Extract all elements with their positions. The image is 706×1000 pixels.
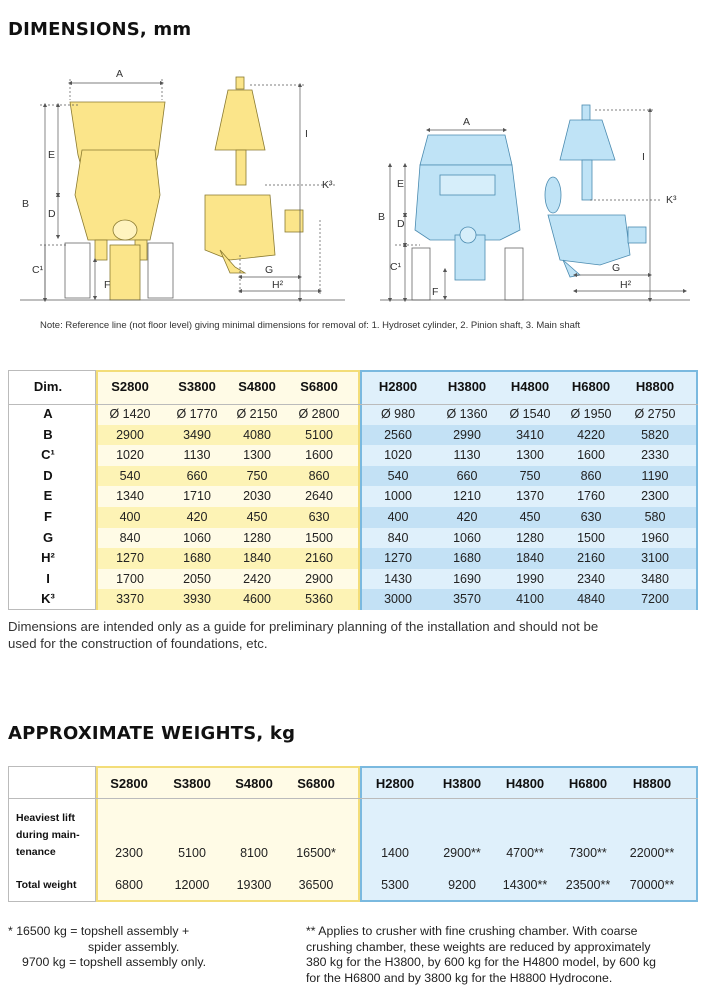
heaviest-lift-h: 2900** <box>443 846 481 860</box>
dim-cell-s: Ø 1770 <box>176 407 218 421</box>
dim-cell-s: 3490 <box>183 427 211 442</box>
dimensions-title: DIMENSIONS, mm <box>8 19 192 40</box>
heaviest-lift-h: 4700** <box>506 846 544 860</box>
dim-cell-s: 1700 <box>116 571 144 586</box>
dim-cell-h: 630 <box>580 510 602 524</box>
dim-header-s-0: S2800 <box>111 379 149 394</box>
dim-cell-s: 2900 <box>116 427 144 442</box>
label-K3-left: K³ <box>322 179 333 191</box>
total-weight-h: 9200 <box>448 878 476 892</box>
heaviest-lift-s: 16500* <box>296 846 336 860</box>
dim-row-label: A <box>43 406 53 421</box>
dim-cell-s: 1600 <box>305 448 333 463</box>
dim-cell-h: Ø 1360 <box>446 407 488 421</box>
label-E-left: E <box>48 149 56 161</box>
dim-cell-h: 1840 <box>516 551 544 566</box>
footnote-right-line-4: for the H6800 and by 3800 kg for the H8800 Hydrocone. <box>306 970 613 985</box>
dim-cell-h: 2300 <box>641 489 669 504</box>
dim-cell-h: 2340 <box>577 571 605 586</box>
footnote-right-line-2: crushing chamber, these weights are reduced by approximately <box>306 939 651 954</box>
dim-cell-s: 1340 <box>116 489 144 504</box>
dim-cell-s: 450 <box>246 510 268 524</box>
dim-cell-h: 1600 <box>577 448 605 463</box>
dim-row-label: H² <box>41 550 55 566</box>
dim-row-label: G <box>42 529 54 545</box>
label-A-right: A <box>463 116 471 128</box>
label-I-left: I <box>305 128 308 140</box>
dim-cell-h: 2560 <box>384 427 412 442</box>
footnote-left-line-2: spider assembly. <box>88 939 180 954</box>
dim-cell-s: 3930 <box>183 592 211 607</box>
dim-cell-h: 4840 <box>577 592 605 607</box>
dim-cell-h: Ø 1540 <box>509 407 551 421</box>
dim-cell-s: 1060 <box>183 530 211 545</box>
dim-row-label: C¹ <box>41 447 55 463</box>
dim-cell-h: 660 <box>456 468 478 483</box>
dim-cell-h: 1280 <box>516 530 544 545</box>
label-K3-right: K³ <box>666 194 677 206</box>
weights-header-s: S6800 <box>297 776 335 791</box>
dim-cell-s: 5360 <box>305 592 333 607</box>
dim-cell-s: 4080 <box>243 427 271 442</box>
label-E-right: E <box>397 178 405 190</box>
total-weight-s: 12000 <box>174 878 210 892</box>
dim-cell-s: 750 <box>246 468 268 483</box>
label-D-left: D <box>48 208 56 220</box>
heaviest-lift-label-line-3: tenance <box>16 846 56 858</box>
dim-cell-h: 1960 <box>641 530 669 545</box>
weights-header-divider <box>8 798 698 799</box>
dim-cell-h: Ø 2750 <box>634 407 676 421</box>
label-G-left: G <box>265 264 274 276</box>
heaviest-lift-s: 8100 <box>240 846 268 860</box>
label-C1-right: C¹ <box>390 261 402 273</box>
dim-header-s-1: S3800 <box>178 379 216 394</box>
dim-cell-s: 2030 <box>243 489 271 504</box>
heaviest-lift-s: 2300 <box>115 846 143 860</box>
dim-cell-s: 840 <box>119 530 141 545</box>
total-weight-s: 6800 <box>115 878 143 892</box>
dim-header-h-1: H3800 <box>447 379 487 394</box>
dim-cell-h: 1500 <box>577 530 605 545</box>
dim-cell-h: 750 <box>519 468 541 483</box>
disclaimer-line-1: Dimensions are intended only as a guide for preliminary planning of the installation and should not be <box>8 619 599 634</box>
dim-cell-h: 420 <box>456 510 478 524</box>
footnote-left-line-3: 9700 kg = topshell assembly only. <box>22 955 206 969</box>
dim-cell-h: 1680 <box>453 551 481 566</box>
label-H2-right: H² <box>620 279 632 291</box>
dim-cell-h: 450 <box>519 510 541 524</box>
dim-cell-s: 630 <box>308 510 330 524</box>
dim-cell-s: 2420 <box>243 571 271 586</box>
dim-cell-s: Ø 1420 <box>109 407 151 421</box>
footnote-right-line-3: 380 kg for the H3800, by 600 kg for the H4800 model, by 600 kg <box>306 955 657 969</box>
weights-header-h: H2800 <box>375 776 415 791</box>
dim-cell-s: 400 <box>119 510 141 524</box>
dim-cell-h: 1370 <box>516 489 544 504</box>
label-B-right: B <box>378 211 386 223</box>
label-H2-left: H² <box>272 279 284 291</box>
total-weight-s: 19300 <box>236 878 272 892</box>
dim-cell-s: 1710 <box>183 489 211 504</box>
dim-cell-h: 3480 <box>641 571 669 586</box>
footnote-left-line-1: * 16500 kg = topshell assembly + <box>8 924 190 938</box>
weights-header-s: S4800 <box>235 776 273 791</box>
dim-cell-s: 5100 <box>305 427 333 442</box>
dim-cell-h: 840 <box>387 530 409 545</box>
h-crusher-disassembled-drawing <box>545 105 646 277</box>
footnote-single-asterisk <box>8 924 298 971</box>
s-crusher-disassembled-drawing <box>205 77 303 273</box>
dim-row-label: B <box>43 426 53 442</box>
weights-header-s: S2800 <box>110 776 148 791</box>
dim-header-h-4: H8800 <box>635 379 675 394</box>
dim-cell-h: 1210 <box>453 489 481 504</box>
heaviest-lift-label-line-2: during main- <box>16 829 80 841</box>
heaviest-lift-s: 5100 <box>178 846 206 860</box>
heaviest-lift-label-line-1: Heaviest lift <box>16 812 75 824</box>
weights-header-s: S3800 <box>173 776 211 791</box>
crusher-dimension-diagrams <box>0 55 706 315</box>
dim-header-h-3: H6800 <box>571 379 611 394</box>
dim-cell-h: 4220 <box>577 427 605 442</box>
weights-header-h: H8800 <box>632 776 672 791</box>
heaviest-lift-h: 1400 <box>381 846 409 860</box>
dim-cell-s: 1270 <box>116 551 144 566</box>
dim-cell-h: 3410 <box>516 427 544 442</box>
dim-cell-s: 1840 <box>243 551 271 566</box>
dim-cell-h: 1430 <box>384 571 412 586</box>
dim-cell-h: 1000 <box>384 489 412 504</box>
dimensions-table <box>8 370 698 610</box>
dim-cell-h: 3570 <box>453 592 481 607</box>
heaviest-lift-label <box>16 810 80 861</box>
dim-cell-s: 1300 <box>243 448 271 463</box>
total-weight-h: 14300** <box>502 878 548 892</box>
weights-table <box>8 766 698 902</box>
dim-cell-h: 580 <box>644 510 666 524</box>
total-weight-label: Total weight <box>16 879 77 891</box>
dim-cell-h: 400 <box>387 510 409 524</box>
dim-cell-h: 4100 <box>516 592 544 607</box>
dim-cell-h: 1690 <box>453 571 481 586</box>
dim-row-label: E <box>43 488 53 504</box>
dim-cell-s: 4600 <box>243 592 271 607</box>
label-F-right: F <box>432 286 439 298</box>
heaviest-lift-h: 22000** <box>629 846 675 860</box>
dim-cell-h: 1190 <box>641 468 669 483</box>
dimensions-disclaimer <box>8 618 698 652</box>
dim-cell-h: 1270 <box>384 551 412 566</box>
dim-cell-s: 540 <box>119 468 141 483</box>
dim-cell-h: 2160 <box>577 551 605 566</box>
dim-cell-h: 3100 <box>641 551 669 566</box>
dim-header-h-2: H4800 <box>510 379 550 394</box>
dim-cell-s: 3370 <box>116 592 144 607</box>
label-D-right: D <box>397 218 405 230</box>
dim-cell-s: 2900 <box>305 571 333 586</box>
dim-cell-s: 2640 <box>305 489 333 504</box>
h-crusher-side-drawing <box>415 135 520 280</box>
dim-cell-h: 1060 <box>453 530 481 545</box>
dim-row-label: F <box>44 509 52 524</box>
dim-row-label: D <box>43 467 53 483</box>
dim-cell-s: 1680 <box>183 551 211 566</box>
total-weight-s: 36500 <box>298 878 334 892</box>
dim-cell-s: 1020 <box>116 448 144 463</box>
total-weight-h: 5300 <box>381 878 409 892</box>
dim-cell-s: 660 <box>186 468 208 483</box>
disclaimer-line-2: used for the construction of foundations, etc. <box>8 636 268 651</box>
dim-row-label: I <box>46 570 50 586</box>
dim-cell-s: Ø 2800 <box>298 407 340 421</box>
dim-header-h-0: H2800 <box>378 379 418 394</box>
heaviest-lift-h: 7300** <box>569 846 607 860</box>
dim-cell-s: 860 <box>308 468 330 483</box>
dim-column-header: Dim. <box>33 379 63 394</box>
label-F-left: F <box>104 279 111 291</box>
label-B-left: B <box>22 198 30 210</box>
label-G-right: G <box>612 262 621 274</box>
dim-cell-s: 2160 <box>305 551 333 566</box>
dim-cell-h: 1020 <box>384 448 412 463</box>
dim-cell-h: 540 <box>387 468 409 483</box>
label-A-left: A <box>116 68 124 80</box>
dim-cell-h: 1760 <box>577 489 605 504</box>
weights-header-h: H3800 <box>442 776 482 791</box>
weights-title: APPROXIMATE WEIGHTS, kg <box>8 723 296 744</box>
label-I-right: I <box>642 151 645 163</box>
total-weight-h: 70000** <box>629 878 675 892</box>
dim-cell-h: 7200 <box>641 592 669 607</box>
dim-cell-h: 1990 <box>516 571 544 586</box>
dim-cell-s: 1280 <box>243 530 271 545</box>
dim-cell-s: 1500 <box>305 530 333 545</box>
footnote-right-line-1: ** Applies to crusher with fine crushing chamber. With coarse <box>306 924 638 938</box>
dim-cell-h: 3000 <box>384 592 412 607</box>
dim-cell-h: 5820 <box>641 427 669 442</box>
footnote-double-asterisk <box>306 924 702 986</box>
weights-header-h: H4800 <box>505 776 545 791</box>
weights-header-h: H6800 <box>568 776 608 791</box>
dim-header-s-3: S6800 <box>300 379 338 394</box>
dim-cell-h: Ø 980 <box>380 407 416 421</box>
dim-cell-h: Ø 1950 <box>570 407 612 421</box>
dim-cell-h: 1130 <box>453 448 481 463</box>
reference-line-note: Note: Reference line (not floor level) giving minimal dimensions for removal of: 1. Hydroset cylinder, 2. Pinion shaft, 3. Main shaft <box>40 320 581 331</box>
dim-cell-s: 420 <box>186 510 208 524</box>
dim-cell-h: 2330 <box>641 448 669 463</box>
dim-row-label: K³ <box>41 591 55 607</box>
dim-cell-h: 1300 <box>516 448 544 463</box>
dim-cell-s: 2050 <box>183 571 211 586</box>
dim-header-s-2: S4800 <box>238 379 276 394</box>
label-C1-left: C¹ <box>32 264 44 276</box>
dim-cell-h: 860 <box>580 468 602 483</box>
total-weight-h: 23500** <box>565 878 611 892</box>
dim-cell-s: Ø 2150 <box>236 407 278 421</box>
dim-cell-h: 2990 <box>453 427 481 442</box>
dim-cell-s: 1130 <box>183 448 211 463</box>
